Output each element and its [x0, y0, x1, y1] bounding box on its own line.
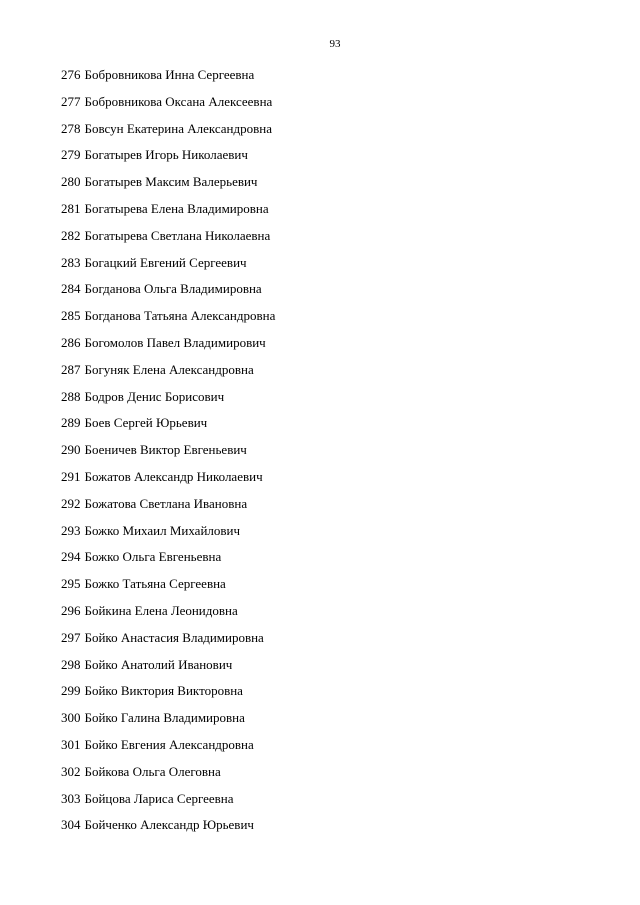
entry-number: 280	[61, 174, 81, 190]
list-item	[61, 120, 275, 147]
entry-number: 288	[61, 388, 81, 404]
list-item	[61, 66, 275, 93]
entry-name: Бойко Виктория Викторовна	[84, 683, 243, 699]
entry-number: 299	[61, 683, 81, 699]
page-number: 93	[329, 38, 341, 50]
entry-name: Бойченко Александр Юрьевич	[84, 817, 254, 833]
entry-number: 277	[61, 93, 81, 109]
entry-number: 285	[61, 308, 81, 324]
entry-name: Божко Ольга Евгеньевна	[84, 549, 222, 565]
list-item	[61, 656, 275, 683]
entry-name: Бодров Денис Борисович	[84, 388, 225, 404]
list-item	[61, 602, 275, 629]
list-item	[61, 575, 275, 602]
name-list	[61, 66, 275, 843]
entry-number: 281	[61, 200, 81, 216]
entry-name: Богуняк Елена Александровна	[84, 361, 254, 377]
entry-number: 289	[61, 415, 81, 431]
entry-name: Бойцова Лариса Сергеевна	[84, 790, 234, 806]
list-item	[61, 441, 275, 468]
list-item	[61, 146, 275, 173]
entry-name: Богатырев Игорь Николаевич	[84, 147, 248, 163]
list-item	[61, 468, 275, 495]
list-item	[61, 790, 275, 817]
list-item	[61, 816, 275, 843]
entry-number: 302	[61, 763, 81, 779]
list-item	[61, 629, 275, 656]
entry-name: Бойко Анатолий Иванович	[84, 656, 233, 672]
list-item	[61, 414, 275, 441]
entry-name: Бобровникова Оксана Алексеевна	[84, 93, 273, 109]
entry-name: Бойко Анастасия Владимировна	[84, 629, 264, 645]
entry-name: Бобровникова Инна Сергеевна	[84, 67, 255, 82]
entry-name: Богомолов Павел Владимирович	[84, 334, 266, 350]
entry-name: Богатырева Светлана Николаевна	[84, 227, 271, 243]
list-item	[61, 495, 275, 522]
entry-number: 294	[61, 549, 81, 565]
list-item	[61, 173, 275, 200]
entry-name: Божатов Александр Николаевич	[84, 468, 263, 484]
entry-number: 276	[61, 67, 81, 82]
entry-name: Божко Татьяна Сергеевна	[84, 576, 226, 592]
list-item	[61, 307, 275, 334]
entry-name: Боеничев Виктор Евгеньевич	[84, 442, 247, 458]
entry-number: 284	[61, 281, 81, 297]
entry-name: Богданова Татьяна Александровна	[84, 308, 276, 324]
list-item	[61, 334, 275, 361]
entry-number: 304	[61, 817, 81, 833]
entry-number: 298	[61, 656, 81, 672]
list-item	[61, 361, 275, 388]
list-item	[61, 254, 275, 281]
entry-number: 279	[61, 147, 81, 163]
entry-number: 283	[61, 254, 81, 270]
entry-number: 286	[61, 334, 81, 350]
list-item	[61, 548, 275, 575]
entry-name: Божко Михаил Михайлович	[84, 522, 241, 538]
entry-number: 296	[61, 602, 81, 618]
list-item	[61, 522, 275, 549]
entry-name: Богатырева Елена Владимировна	[84, 200, 269, 216]
entry-name: Богданова Ольга Владимировна	[84, 281, 262, 297]
entry-name: Бойкина Елена Леонидовна	[84, 602, 238, 618]
list-item	[61, 280, 275, 307]
entry-number: 292	[61, 495, 81, 511]
entry-number: 295	[61, 576, 81, 592]
entry-name: Богацкий Евгений Сергеевич	[84, 254, 247, 270]
entry-name: Боев Сергей Юрьевич	[84, 415, 208, 431]
entry-number: 287	[61, 361, 81, 377]
list-item	[61, 709, 275, 736]
entry-number: 282	[61, 227, 81, 243]
entry-name: Богатырев Максим Валерьевич	[84, 174, 258, 190]
entry-number: 301	[61, 736, 81, 752]
entry-number: 297	[61, 629, 81, 645]
entry-number: 290	[61, 442, 81, 458]
entry-name: Бойкова Ольга Олеговна	[84, 763, 221, 779]
list-item	[61, 388, 275, 415]
entry-number: 300	[61, 710, 81, 726]
entry-name: Бовсун Екатерина Александровна	[84, 120, 272, 136]
list-item	[61, 200, 275, 227]
entry-name: Бойко Галина Владимировна	[84, 710, 245, 726]
entry-name: Божатова Светлана Ивановна	[84, 495, 248, 511]
entry-number: 303	[61, 790, 81, 806]
list-item	[61, 736, 275, 763]
entry-number: 291	[61, 468, 81, 484]
list-item	[61, 682, 275, 709]
entry-number: 278	[61, 120, 81, 136]
list-item	[61, 763, 275, 790]
list-item	[61, 227, 275, 254]
entry-number: 293	[61, 522, 81, 538]
entry-name: Бойко Евгения Александровна	[84, 736, 254, 752]
list-item	[61, 93, 275, 120]
